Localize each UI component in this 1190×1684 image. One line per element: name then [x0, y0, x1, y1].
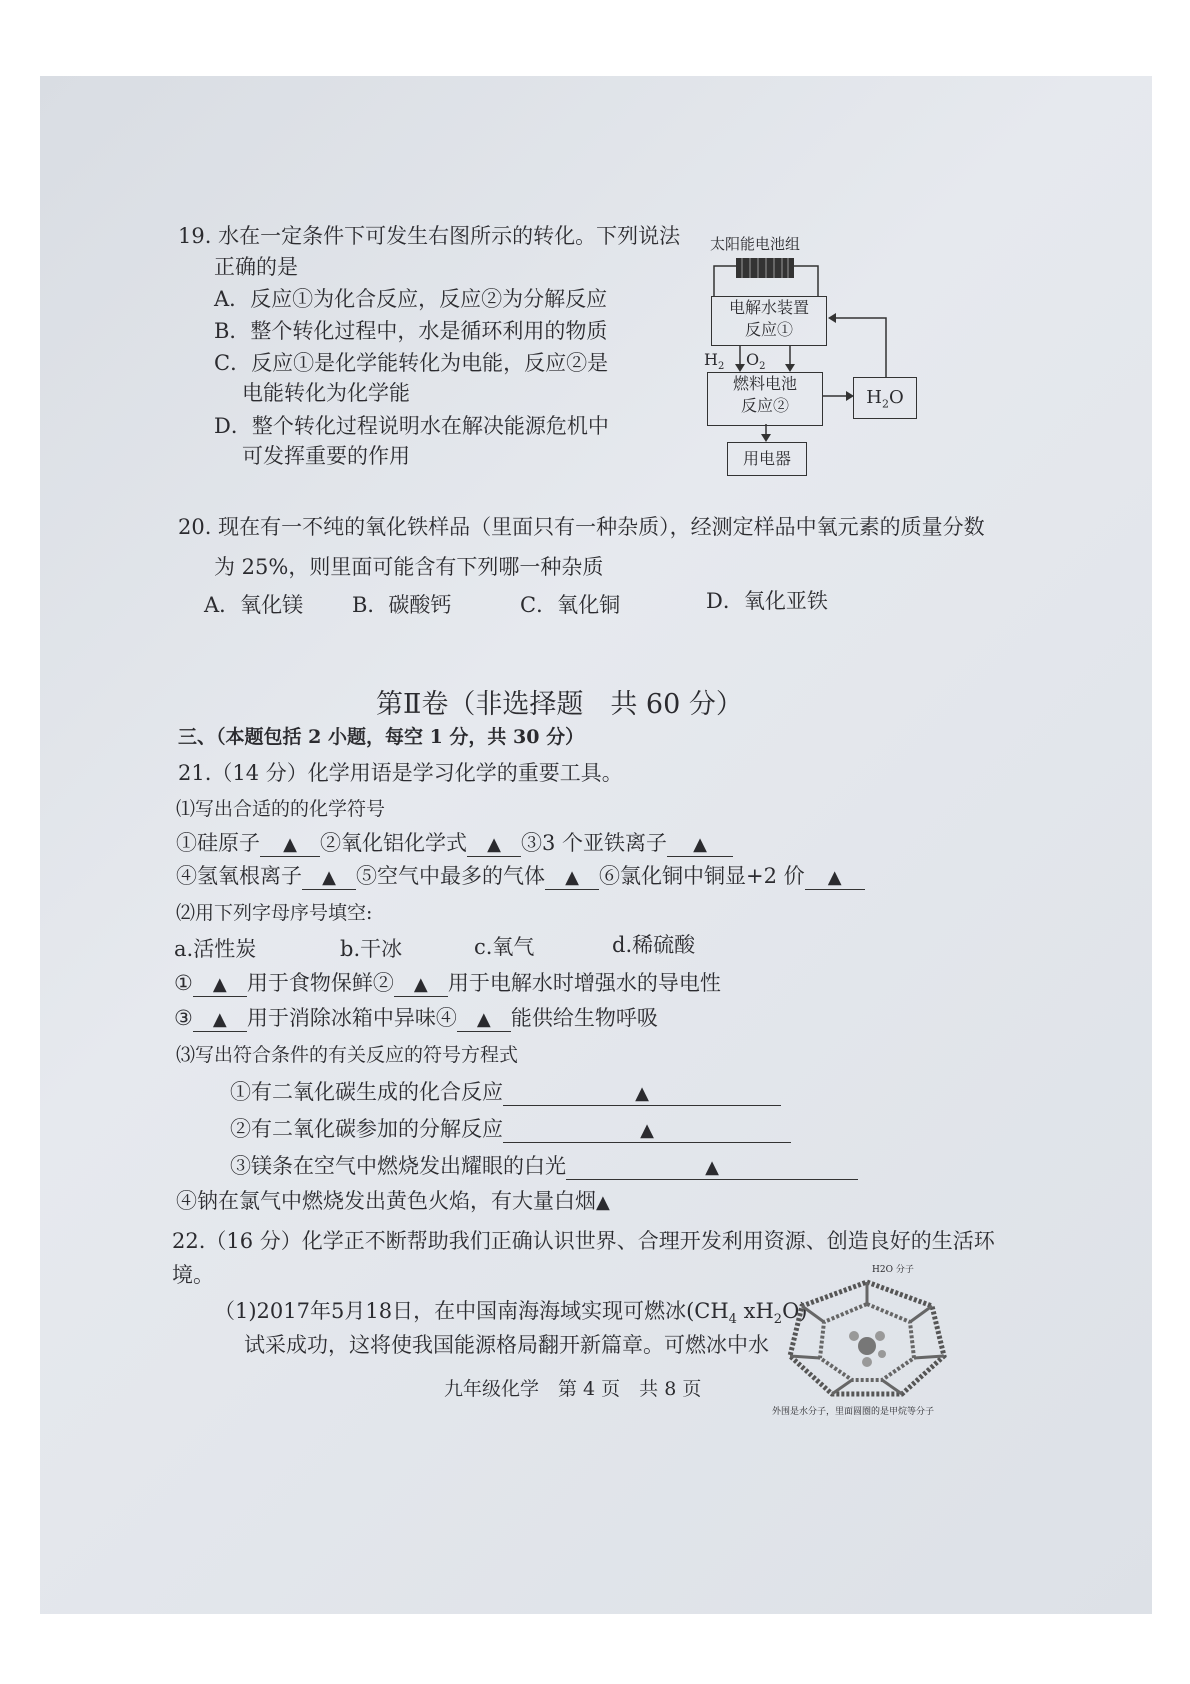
alumina-formula-label: ②氧化铝化学式 [320, 831, 467, 855]
q19-option-d-line2: 可发挥重要的作用 [242, 444, 410, 468]
q19-option-a: A．反应①为化合反应，反应②为分解反应 [214, 287, 608, 311]
food-preservation-label: 用于食物保鲜 [246, 971, 373, 995]
methane-hydrate-cage-figure [782, 1276, 952, 1400]
electrolysis-box [711, 296, 827, 346]
q19-option-d-line1: D．整个转化过程说明水在解决能源危机中 [214, 414, 609, 438]
fuel-cell-box [707, 372, 823, 426]
answer-blank[interactable]: ▲ [566, 1155, 858, 1180]
conductivity-label: 用于电解水时增强水的导电性 [447, 971, 721, 995]
q20-stem-line1: 20. 现在有一不纯的氧化铁样品（里面只有一种杂质），经测定样品中氧元素的质量分数 [178, 515, 985, 539]
q21-part3: ⑶写出符合条件的有关反应的符号方程式 [176, 1044, 519, 1066]
q21-row2 [176, 861, 865, 891]
q22-part1-line1: （1)2017年5月18日，在中国南海海域实现可燃冰($CH_4$ $xH_2O$) [214, 1299, 808, 1328]
fuel-cell-label: 燃料电池 [732, 374, 797, 393]
choice-d: d.稀硫酸 [612, 933, 696, 957]
answer-blank[interactable]: ▲ [302, 865, 356, 890]
q21-part2: ⑵用下列字母序号填空: [176, 902, 373, 924]
q21-stem: 21.（14 分）化学用语是学习化学的重要工具。 [178, 761, 623, 785]
reaction2-label: 反应② [740, 396, 789, 415]
reaction1-label: 反应① [744, 320, 793, 339]
figure-caption: 外围是水分子，里面圆圈的是甲烷等分子 [772, 1407, 935, 1417]
equation-2: ②有二氧化碳参加的分解反应 ▲ [230, 1114, 791, 1144]
part3-heading: 三、（本题包括 2 小题，每空 1 分，共 30 分） [178, 726, 585, 748]
copper-valence-label: ⑥氯化铜中铜显+2 价 [599, 864, 805, 888]
q20-stem-line2: 为 25%，则里面可能含有下列哪一种杂质 [214, 555, 604, 579]
q19-option-b: B．整个转化过程中，水是循环利用的物质 [214, 319, 608, 343]
h2-label: $H_2$ [704, 350, 725, 373]
answer-blank[interactable]: ▲ [667, 832, 733, 857]
respiration-label: 能供给生物呼吸 [510, 1006, 658, 1030]
q20-option-b: B．碳酸钙 [352, 593, 452, 617]
odor-removal-label: 用于消除冰箱中异味 [246, 1006, 436, 1030]
appliance-box: 用电器 [727, 442, 807, 476]
q21-row1 [176, 828, 733, 858]
answer-blank[interactable]: ▲ [467, 832, 521, 857]
q21-fill-row2: ③ ▲ 用于消除冰箱中异味④ ▲ 能供给生物呼吸 [174, 1006, 658, 1030]
answer-mark[interactable]: ▲ [596, 1192, 610, 1213]
answer-blank[interactable]: ▲ [193, 972, 247, 997]
answer-blank[interactable]: ▲ [503, 1081, 781, 1106]
q22-stem-line2: 境。 [172, 1263, 214, 1287]
answer-blank[interactable]: ▲ [457, 1007, 511, 1032]
choice-a: a.活性炭 [174, 937, 257, 961]
choice-b: b.干冰 [340, 937, 403, 961]
q21-fill-row1: ① ▲ 用于食物保鲜② ▲ 用于电解水时增强水的导电性 [174, 971, 721, 995]
q19-option-c-line1: C．反应①是化学能转化为电能，反应②是 [214, 351, 609, 375]
equation-1: ①有二氧化碳生成的化合反应 ▲ [230, 1077, 781, 1107]
answer-blank[interactable]: ▲ [805, 865, 865, 890]
page-footer: 九年级化学 第 4 页 共 8 页 [444, 1378, 702, 1400]
q20-option-c: C．氧化铜 [520, 593, 621, 617]
choice-c: c.氧气 [474, 935, 535, 959]
silicon-atom-label: ①硅原子 [176, 831, 260, 855]
answer-blank[interactable]: ▲ [545, 865, 599, 890]
q22-part1-line2: 试采成功，这将使我国能源格局翻开新篇章。可燃冰中水 [244, 1333, 769, 1357]
most-abundant-gas-label: ⑤空气中最多的气体 [356, 864, 545, 888]
answer-blank[interactable]: ▲ [394, 972, 448, 997]
q20-option-a: A．氧化镁 [204, 593, 304, 617]
answer-blank[interactable]: ▲ [260, 832, 320, 857]
q20-option-d: D．氧化亚铁 [706, 589, 828, 613]
answer-blank[interactable]: ▲ [503, 1118, 791, 1143]
ferrous-ion-label: ③3 个亚铁离子 [521, 831, 668, 855]
q19-stem-line2: 正确的是 [214, 255, 298, 279]
q22-stem-line1: 22.（16 分）化学正不断帮助我们正确认识世界、合理开发利用资源、创造良好的生活环 [172, 1229, 995, 1253]
figure-top-label: H2O 分子 [872, 1265, 914, 1275]
q19-option-c-line2: 电能转化为化学能 [242, 381, 410, 405]
electrolysis-label: 电解水装置 [728, 298, 809, 317]
o2-label: $O_2$ [746, 350, 766, 373]
answer-blank[interactable]: ▲ [193, 1007, 247, 1032]
hydroxide-ion-label: ④氢氧根离子 [176, 864, 302, 888]
q19-stem-line1: 19. 水在一定条件下可发生右图所示的转化。下列说法 [178, 224, 681, 248]
equation-3: ③镁条在空气中燃烧发出耀眼的白光 ▲ [230, 1151, 858, 1181]
solar-label: 太阳能电池组 [710, 235, 801, 253]
equation-4: ④钠在氯气中燃烧发出黄色火焰，有大量白烟▲ [176, 1189, 610, 1213]
q21-part1: ⑴写出合适的的化学符号 [176, 798, 386, 820]
section2-title: 第Ⅱ卷（非选择题 共 60 分） [376, 689, 743, 720]
water-box: $H_2O$ [853, 377, 917, 419]
solar-panel-icon [736, 258, 794, 278]
